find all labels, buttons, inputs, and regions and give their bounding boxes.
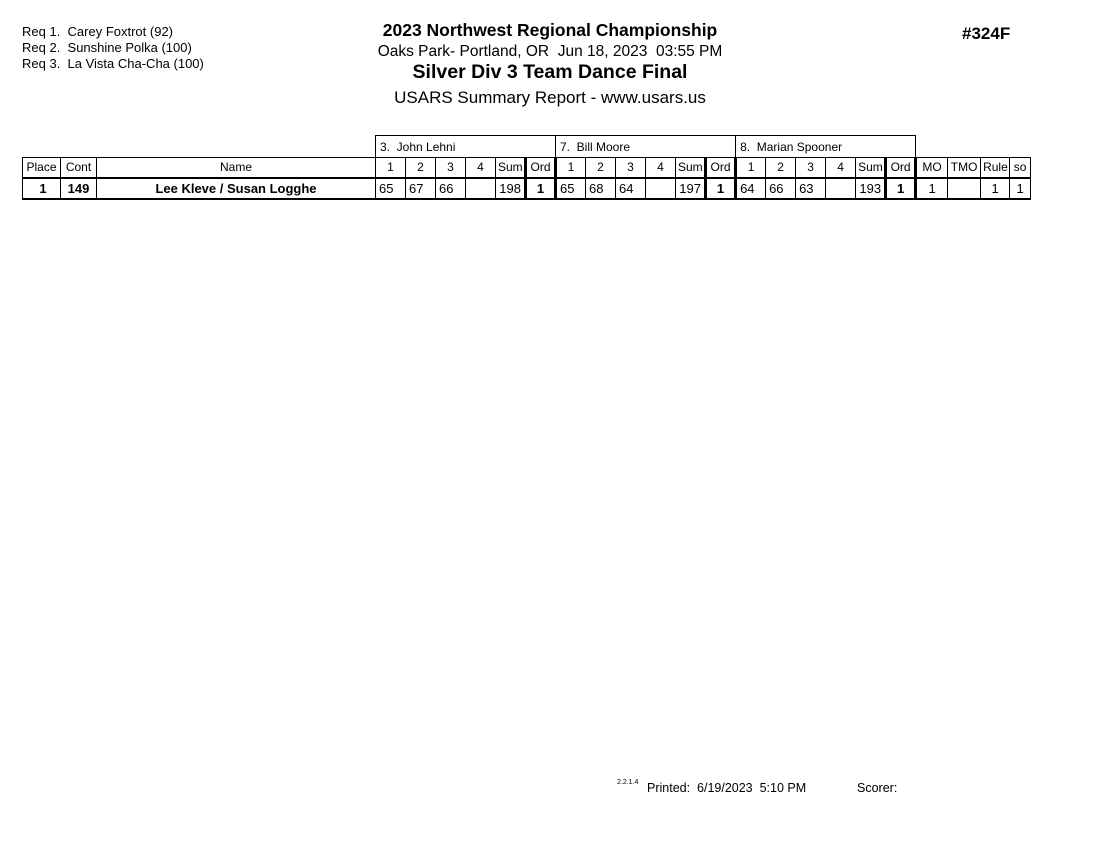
cell-judge2-score4 xyxy=(646,178,676,199)
printed-timestamp: Printed: 6/19/2023 5:10 PM xyxy=(647,781,807,795)
col-header-sum: Sum xyxy=(856,158,886,178)
cell-judge2-score2: 68 xyxy=(586,178,616,199)
col-header-place: Place xyxy=(23,158,61,178)
software-version: 2.2.1.4 xyxy=(617,779,639,786)
cell-judge3-score2: 66 xyxy=(766,178,796,199)
col-header-score-1: 1 xyxy=(736,158,766,178)
col-header-cont: Cont xyxy=(61,158,97,178)
col-header-score-4: 4 xyxy=(466,158,496,178)
cell-cont-number: 149 xyxy=(61,178,97,199)
event-title: Silver Div 3 Team Dance Final xyxy=(412,61,688,83)
required-dance-item: Req 3. La Vista Cha-Cha (100) xyxy=(22,56,204,71)
cell-judge3-score4 xyxy=(826,178,856,199)
scorer-label: Scorer: xyxy=(857,781,898,795)
judge-header-2: 7. Bill Moore xyxy=(556,136,736,158)
required-dance-item: Req 1. Carey Foxtrot (92) xyxy=(22,24,173,39)
cell-so: 1 xyxy=(1010,178,1031,199)
judge-header-3: 8. Marian Spooner xyxy=(736,136,916,158)
col-header-score-3: 3 xyxy=(796,158,826,178)
championship-title: 2023 Northwest Regional Championship xyxy=(382,20,718,40)
col-header-tmo: TMO xyxy=(948,158,981,178)
cell-judge2-score3: 64 xyxy=(616,178,646,199)
col-header-score-2: 2 xyxy=(586,158,616,178)
cell-place: 1 xyxy=(23,178,61,199)
col-header-score-1: 1 xyxy=(376,158,406,178)
cell-judge1-sum: 198 xyxy=(496,178,526,199)
required-dance-item: Req 2. Sunshine Polka (100) xyxy=(22,40,192,55)
col-header-sum: Sum xyxy=(496,158,526,178)
col-header-name: Name xyxy=(97,158,376,178)
cell-judge1-score2: 67 xyxy=(406,178,436,199)
cell-tmo xyxy=(948,178,981,199)
cell-judge3-ordinal: 1 xyxy=(886,178,916,199)
results-table xyxy=(22,135,1031,200)
col-header-mo: MO xyxy=(916,158,948,178)
cell-judge1-score3: 66 xyxy=(436,178,466,199)
cell-mo: 1 xyxy=(916,178,948,199)
venue-date-line: Oaks Park- Portland, OR Jun 18, 2023 03:55 PM xyxy=(377,42,723,60)
cell-skater-names: Lee Kleve / Susan Logghe xyxy=(97,178,376,199)
col-header-score-3: 3 xyxy=(436,158,466,178)
col-header-rule: Rule xyxy=(981,158,1010,178)
column-header-row xyxy=(23,158,1031,178)
cell-judge2-ordinal: 1 xyxy=(706,178,736,199)
judge-header-row xyxy=(23,136,1031,158)
judge-row-spacer xyxy=(916,136,1031,158)
col-header-sum: Sum xyxy=(676,158,706,178)
cell-judge1-score1: 65 xyxy=(376,178,406,199)
col-header-score-2: 2 xyxy=(406,158,436,178)
col-header-score-3: 3 xyxy=(616,158,646,178)
title-block xyxy=(0,22,1100,106)
cell-judge2-score1: 65 xyxy=(556,178,586,199)
cell-rule: 1 xyxy=(981,178,1010,199)
cell-judge1-ordinal: 1 xyxy=(526,178,556,199)
col-header-ord: Ord xyxy=(526,158,556,178)
col-header-ord: Ord xyxy=(706,158,736,178)
col-header-score-4: 4 xyxy=(646,158,676,178)
col-header-score-4: 4 xyxy=(826,158,856,178)
event-number: #324F xyxy=(962,24,1011,43)
col-header-score-2: 2 xyxy=(766,158,796,178)
report-subtitle: USARS Summary Report - www.usars.us xyxy=(394,87,706,107)
cell-judge2-sum: 197 xyxy=(676,178,706,199)
judge-row-spacer xyxy=(23,136,376,158)
cell-judge3-score1: 64 xyxy=(736,178,766,199)
col-header-so: so xyxy=(1010,158,1031,178)
result-row xyxy=(23,178,1031,199)
cell-judge3-sum: 193 xyxy=(856,178,886,199)
judge-header-1: 3. John Lehni xyxy=(376,136,556,158)
cell-judge3-score3: 63 xyxy=(796,178,826,199)
cell-judge1-score4 xyxy=(466,178,496,199)
col-header-score-1: 1 xyxy=(556,158,586,178)
col-header-ord: Ord xyxy=(886,158,916,178)
